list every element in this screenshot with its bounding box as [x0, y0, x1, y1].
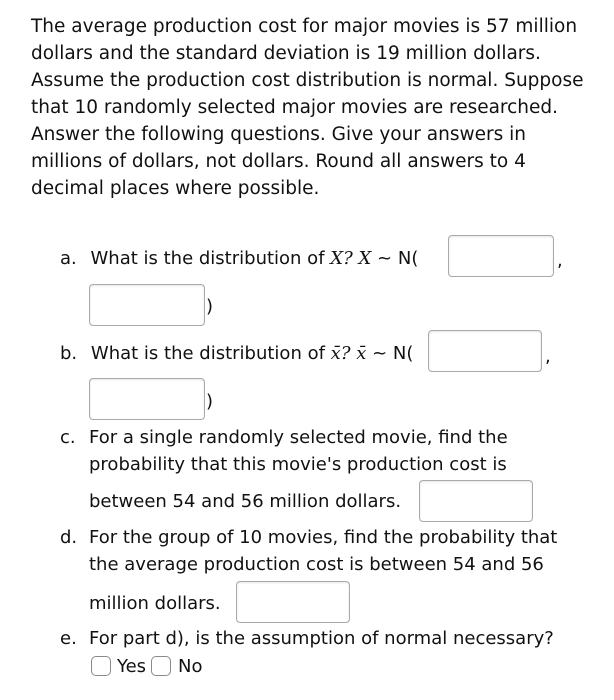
- mean-xbar-input[interactable]: [428, 330, 542, 372]
- question-c-letter: c.: [60, 427, 76, 448]
- question-b-var2: x̄: [356, 343, 367, 364]
- question-c-line2: probability that this movie's production cost is: [89, 454, 507, 475]
- question-d-letter: d.: [60, 527, 78, 548]
- question-a-var2: X: [358, 248, 372, 269]
- question-a-qmark: ?: [343, 248, 353, 269]
- yes-label: Yes: [117, 656, 147, 677]
- question-d-line3: million dollars.: [89, 593, 221, 614]
- no-checkbox[interactable]: [151, 656, 171, 676]
- question-c-line3: between 54 and 56 million dollars.: [89, 491, 402, 512]
- question-b-var: x̄: [330, 343, 341, 364]
- question-b-close-paren: ): [206, 391, 214, 412]
- question-a-comma: ,: [557, 250, 563, 271]
- problem-statement: The average production cost for major movies is 57 million dollars and the standard deviation is 19 million dollars. Assume the production cost distribution is normal. Suppose that 10 randomly selected major movies are researched. Answer the following questions. Give your answers in millions of dollars, not dollars. Round all answers to 4 decimal places where possible.: [31, 16, 584, 199]
- question-b-letter: b.: [60, 343, 78, 364]
- question-b-comma: ,: [545, 346, 551, 367]
- question-e-line1: For part d), is the assumption of normal necessary?: [89, 628, 554, 649]
- question-a-close-paren: ): [206, 296, 214, 317]
- question-c-line1: For a single randomly selected movie, find the: [89, 427, 508, 448]
- question-a-letter: a.: [60, 248, 77, 269]
- question-d-line1: For the group of 10 movies, find the probability that: [89, 527, 558, 548]
- single-movie-probability-input[interactable]: [419, 480, 533, 522]
- question-b-text: What is the distribution of: [90, 343, 325, 364]
- yes-checkbox[interactable]: [91, 656, 111, 676]
- sample-mean-probability-input[interactable]: [236, 581, 350, 623]
- question-b-dist: ~ N(: [372, 343, 414, 364]
- sd-x-input[interactable]: [89, 284, 205, 326]
- question-b-qmark: ?: [340, 343, 351, 364]
- question-a-var: X: [330, 248, 344, 269]
- question-b: [60, 343, 413, 364]
- sd-xbar-input[interactable]: [89, 378, 205, 420]
- question-a: [60, 248, 418, 269]
- mean-x-input[interactable]: [448, 235, 554, 277]
- question-e-letter: e.: [60, 628, 77, 649]
- question-d-line2: the average production cost is between 54 and 56: [89, 554, 544, 575]
- question-a-text: What is the distribution of: [90, 248, 325, 269]
- no-label: No: [178, 656, 203, 677]
- question-a-dist: ~ N(: [377, 248, 419, 269]
